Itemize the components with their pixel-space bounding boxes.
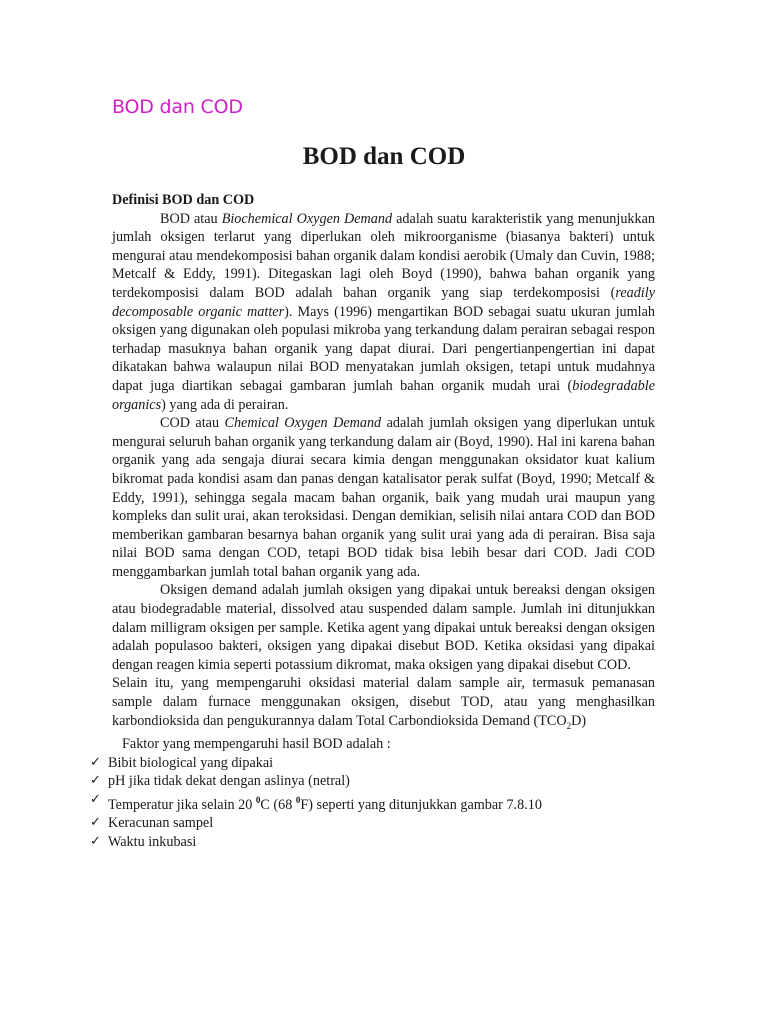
paragraph-cod-definition: COD atau Chemical Oxygen Demand adalah jumlah oksigen yang diperlukan untuk mengurai seluruh bahan organik yang terkandung dalam air (Boyd, 1990). Hal ini karena bahan organik yang ada sengaja diurai secara kimia dengan menggunakan oksidator kuat kalium bikromat pada kondisi asam dan panas dengan katalisator perak sulfat (Boyd, 1990; Metcalf & Eddy, 1991), sehingga segala macam bahan organik, baik yang mudah urai maupun yang kompleks dan sulit urai, akan teroksidasi. Dengan demikian, selisih nilai antara COD dan BOD memberikan gambaran besarnya bahan organik yang sulit urai yang ada di perairan. Bisa saja nilai BOD sama dengan COD, tetapi BOD tidak bisa lebih besar dari COD. Jadi COD menggambarkan jumlah total bahan organik yang ada. bbox=[112, 415, 655, 580]
paragraph-bod-definition: BOD atau Biochemical Oxygen Demand adalah suatu karakteristik yang menunjukkan jumlah oksigen terlarut yang diperlukan oleh mikroorganisme (biasanya bakteri) untuk mengurai atau mendekomposisi bahan organik dalam kondisi aerobik (Umaly dan Cuvin, 1988; Metcalf & Eddy, 1991). Ditegaskan lagi oleh Boyd (1990), bahwa bahan organik yang terdekomposisi dalam BOD adalah bahan organik yang siap terdekomposisi (readily decomposable organic matter). Mays (1996) mengartikan BOD sebagai suatu ukuran jumlah oksigen yang digunakan oleh populasi mikroba yang terkandung dalam perairan sebagai respon terhadap masuknya bahan organik yang dapat diurai. Dari pengertianpengertian ini dapat dikatakan bahwa walaupun nilai BOD menyatakan jumlah oksigen, tetapi untuk mudahnya dapat juga diartikan sebagai gambaran jumlah bahan organik mudah urai (biodegradable organics) yang ada di perairan. bbox=[112, 210, 656, 413]
check-icon: ✓ bbox=[90, 773, 101, 789]
list-item: ✓ Keracunan sampel bbox=[90, 815, 214, 832]
page-header-label: BOD dan COD bbox=[112, 96, 243, 118]
document-title: BOD dan COD bbox=[302, 143, 466, 170]
list-item: ✓ Bibit biological yang dipakai bbox=[90, 754, 274, 771]
check-icon: ✓ bbox=[90, 815, 101, 831]
list-item: ✓ Waktu inkubasi bbox=[90, 834, 197, 851]
factors-intro: Faktor yang mempengaruhi hasil BOD adalah : bbox=[122, 736, 391, 753]
check-icon: ✓ bbox=[90, 834, 101, 850]
list-item: ✓ pH jika tidak dekat dengan aslinya (netral) bbox=[90, 773, 350, 790]
paragraph-oxygen-demand: Oksigen demand adalah jumlah oksigen yang dipakai untuk bereaksi dengan oksigen atau biodegradable material, dissolved atau suspended dalam sample. Jumlah ini ditunjukkan dalam milligram oksigen per sample. Ketika agent yang dipakai untuk bereaksi dengan oksigen adalah populasoo bakteri, oksigen yang dipakai disebut BOD. Ketika oksidasi yang dipakai dengan reagen kimia seperti potassium dikromat, maka oksigen yang dipakai disebut COD. bbox=[112, 582, 655, 673]
document-body bbox=[90, 191, 656, 852]
check-icon: ✓ bbox=[90, 791, 101, 807]
list-item: ✓ Temperatur jika selain 20 $^0$C (68 $^0$F) seperti yang ditunjukkan gambar 7.8.10 bbox=[90, 791, 542, 813]
factors-list bbox=[90, 754, 655, 852]
check-icon: ✓ bbox=[90, 754, 101, 770]
section-heading: Definisi BOD dan COD bbox=[112, 192, 255, 208]
paragraph-tod: Selain itu, yang mempengaruhi oksidasi material dalam sample air, termasuk pemanasan sample dalam furnace menggunakan oksigen, disebut TOD, atau yang menghasilkan karbondioksida dan pengukurannya dalam Total Carbondioksida Demand $(TCO_2D)$ bbox=[112, 675, 655, 731]
